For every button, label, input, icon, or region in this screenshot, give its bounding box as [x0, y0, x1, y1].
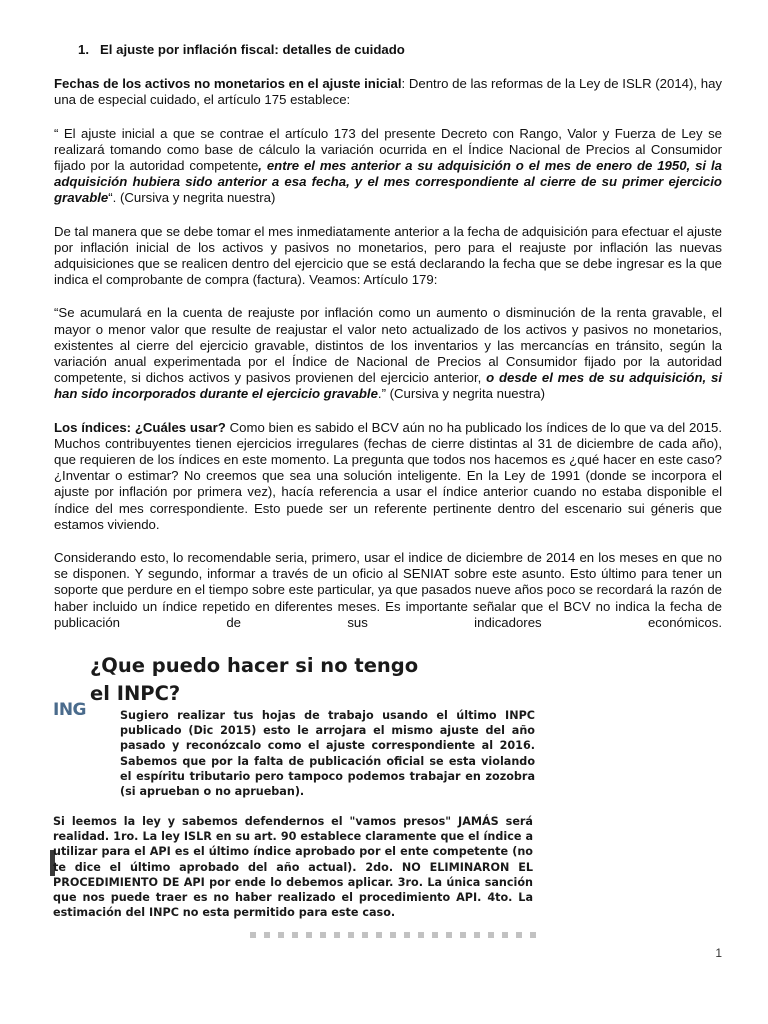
paragraph-fechas-text: : Dentro de las reformas de la Ley de ISLR (2014), hay una de especial cuidado, el artículo 175 establece:	[54, 76, 722, 108]
quote-articulo-179-emphasis: o desde el mes de su adquisición, si han sido incorporados durante el ejercicio gravable	[54, 370, 722, 402]
paragraph-fechas	[54, 76, 722, 108]
inset-cropped-text-fragment	[250, 932, 540, 938]
inset-title: ¿Que puedo hacer si no tengo el INPC?	[90, 654, 419, 705]
paragraph-indices-text: Como bien es sabido el BCV aún no ha publicado los índices de lo que va del 2015. Muchos contribuyentes tienen ejercicios irregulares (fechas de cierre distintas al 31 de diciembre de cada año), que requieren de los índices en este momento. La pregunta que todos nos hacemos es ¿qué hacer en este caso? ¿Inventar o estimar? No creemos que sea una solución inteligente. En la Ley de 1991 (donde se incorpora el ajuste por inflación por primera vez), hacía referencia a usar el índice anterior cuando no estaba disponible el índice del mes correspondiente. Esto puede ser un referente pertinente dentro del escenario sui géneris que estamos viviendo.	[54, 419, 722, 532]
paragraph-considerando: Considerando esto, lo recomendable seria, primero, usar el indice de diciembre de 2014 en los meses en que no se disponen. Y segundo, informar a través de un oficio al SENIAT sobre este asunto. Esto último para tener un soporte que perdure en el tiempo sobre este particular, ya que pasados nueve años poco se recordará la razón de haber incluido un índice repetido en diferentes meses. Es importante señalar que el BCV no indica la fecha de publicación de sus indicadores económicos.	[54, 550, 722, 630]
paragraph-indices	[54, 420, 722, 533]
paragraph-fechas-lead: Fechas de los activos no monetarios en el ajuste inicial	[54, 76, 402, 92]
quote-articulo-175	[54, 126, 722, 207]
section-title: El ajuste por inflación fiscal: detalles de cuidado	[100, 42, 405, 57]
paragraph-indices-lead: Los índices: ¿Cuáles usar?	[54, 419, 226, 435]
document-body	[54, 42, 722, 648]
inset-paragraph-1: Sugiero realizar tus hojas de trabajo usando el último INPC publicado (Dic 2015) esto le arrojara el mismo ajuste del año pasado y reconózcalo como el ajuste correspondiente al 2016. Sabemos que por la falta de publicación oficial se esta violando el espíritu tributario pero tampoco podemos trabajar en zozobra (si aprueban o no aprueban).	[120, 709, 535, 799]
inpc-screenshot-inset	[50, 648, 540, 940]
quote-articulo-179-end: .” (Cursiva y negrita nuestra)	[377, 386, 546, 402]
quote-articulo-175-end: “. (Cursiva y negrita nuestra)	[108, 190, 276, 206]
quote-articulo-175-emphasis: , entre el mes anterior a su adquisición o el mes de enero de 1950, si la adquisición hubiera sido anterior a esa fecha, y el mes correspondiente al cierre de su primer ejercicio gravable	[54, 158, 722, 206]
quote-articulo-179-start: “Se acumulará en la cuenta de reajuste por inflación como un aumento o disminución de la renta gravable, el mayor o menor valor que resulte de reajustar el valor neto actualizado de los activos y pasivos no monetarios, existentes al cierre del ejercicio gravable, distintos de los inventarios y las mercancías en tránsito, según la variación anual experimentada por el Índice de Nacional de Precios al Consumidor fijado por la autoridad competente, si dichos activos y pasivos provienen del ejercicio anterior,	[54, 305, 722, 386]
page-number: 1	[715, 946, 722, 960]
inset-side-label: ING	[53, 700, 87, 720]
paragraph-tal-manera: De tal manera que se debe tomar el mes inmediatamente anterior a la fecha de adquisición para efectuar el ajuste por inflación inicial de los activos y pasivos no monetarios, pero para el reajuste por inflación las nuevas adquisiciones que se realicen dentro del ejercicio que se está declarando la fecha que se debe ingresar es la que indica el comprobante de compra (factura). Veamos: Artículo 179:	[54, 223, 722, 288]
quote-articulo-179	[54, 305, 722, 402]
quote-articulo-175-start: “ El ajuste inicial a que se contrae el artículo 173 del presente Decreto con Rango, Valor y Fuerza de Ley se realizará tomando como base de cálculo la variación ocurrida en el Índice Nacional de Precios al Consumidor fijado por la autoridad competente	[54, 125, 722, 174]
section-number: 1.	[78, 42, 89, 57]
section-heading	[78, 42, 722, 58]
inset-paragraph-2: Si leemos la ley y sabemos defendernos el "vamos presos" JAMÁS será realidad. 1ro. La ley ISLR en su art. 90 establece claramente que el índice a utilizar para el API es el último índice aprobado por el ente competente (no te dice el último aprobado del año actual). 2do. NO ELIMINARON EL PROCEDIMIENTO DE API por ende lo debemos aplicar. 3ro. La única sanción que nos puede traer es no haber realizado el procedimiento API. 4to. La estimación del INPC no esta permitido para este caso.	[53, 815, 533, 920]
